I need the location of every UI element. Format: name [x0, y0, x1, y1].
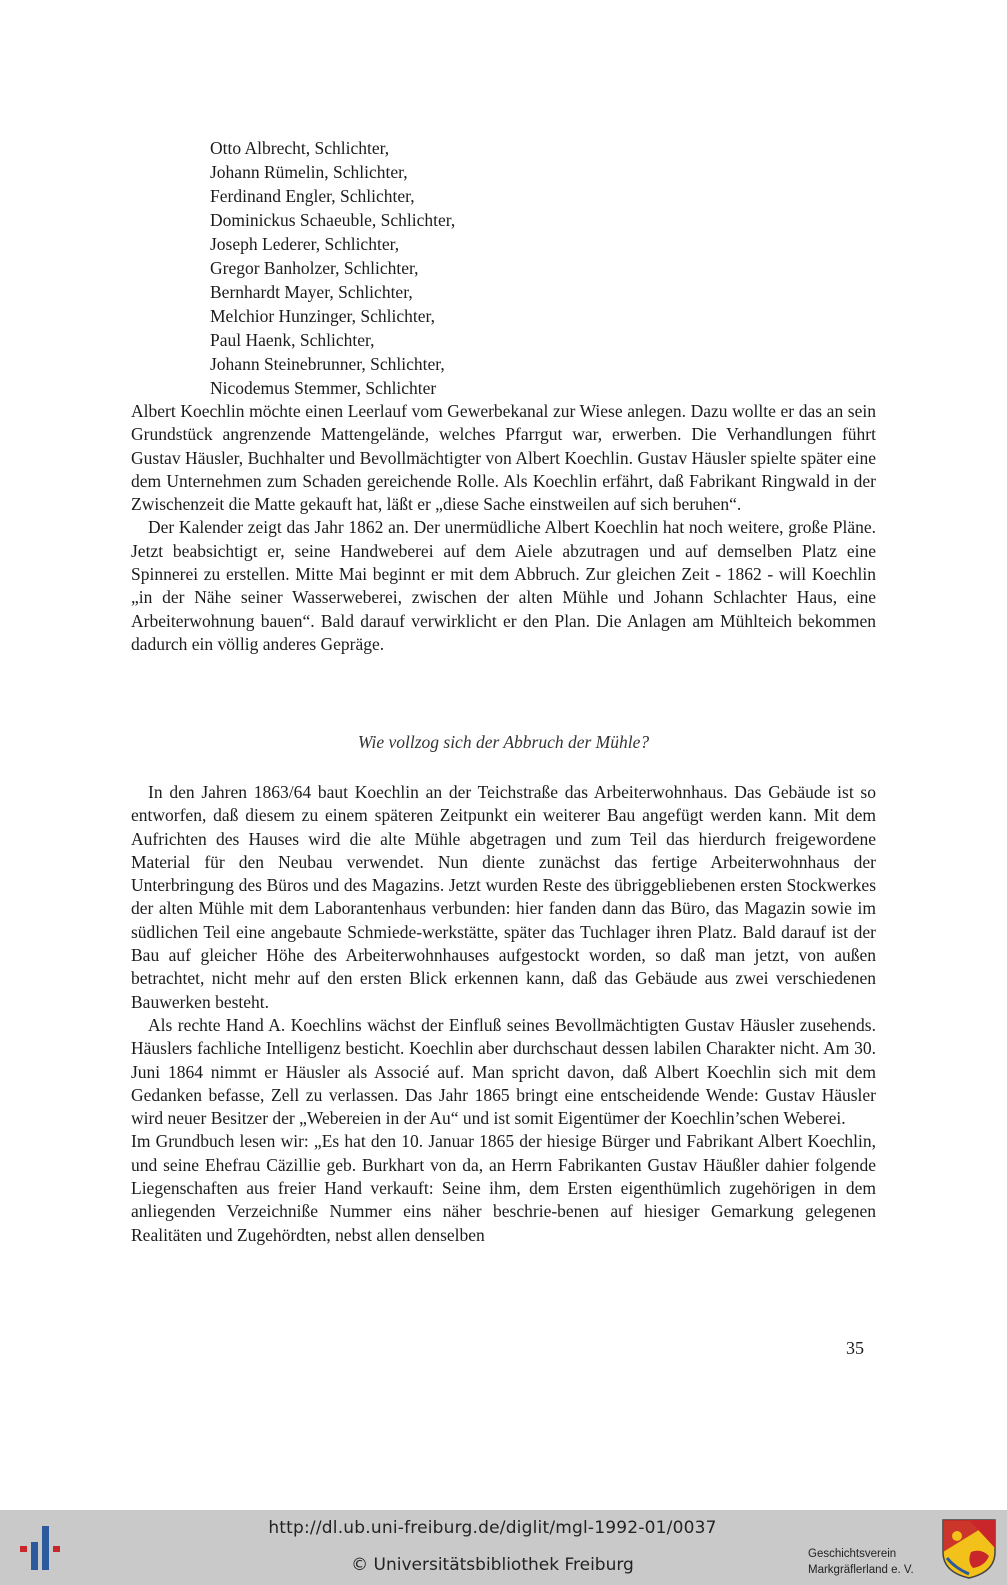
paragraph: Im Grundbuch lesen wir: „Es hat den 10. Januar 1865 der hiesige Bürger und Fabrikant Albert Koechlin, und seine Ehefrau Cäzillie geb. Burkhart von da, an Herrn Fabrikanten Gustav Häußler dahier folgende Liegenschaften aus freier Hand verkauft: Seine ihm, dem Ersten eigenthümlich zugehörigen in dem anliegenden Verzeichniße Nummer eins näher beschrie-benen auf hiesiger Gemarkung gelegenen Realitäten und Zugehördten, nebst allen denselben — [131, 1131, 876, 1245]
name-list-item: Johann Steinebrunner, Schlichter, — [210, 354, 445, 374]
page-number: 35 — [846, 1338, 864, 1358]
footer-bar — [0, 1510, 1007, 1585]
coat-of-arms-icon — [941, 1518, 997, 1580]
name-list-item: Dominickus Schaeuble, Schlichter, — [210, 210, 456, 230]
name-list — [210, 136, 455, 400]
name-list-item: Gregor Banholzer, Schlichter, — [210, 258, 419, 278]
name-list-item: Bernhardt Mayer, Schlichter, — [210, 282, 413, 302]
name-list-item: Melchior Hunzinger, Schlichter, — [210, 306, 436, 326]
paragraph: Als rechte Hand A. Koechlins wächst der Einfluß seines Bevollmächtigten Gustav Häusler zusehends. Häuslers fachliche Intelligenz besticht. Koechlin aber durchschaut dessen labilen Charakter nicht. Am 30. Juni 1864 nimmt er Häusler als Associé auf. Man spricht davon, daß Albert Koechlin sich mit dem Gedanken befasse, Zell zu verlassen. Das Jahr 1865 bringt eine entscheidende Wende: Gustav Häusler wird neuer Besitzer der „Webereien in der Au“ und ist somit Eigentümer der Koechlin’schen Weberei. — [131, 1014, 876, 1129]
paragraph: Albert Koechlin möchte einen Leerlauf vom Gewerbekanal zur Wiese anlegen. Dazu wollte er das an sein Grundstück angrenzende Mattengelände, welches Pfarrgut war, erwerben. Die Verhandlungen führt Gustav Häusler, Buchhalter und Bevollmächtigter von Albert Koechlin. Gustav Häusler spielte später eine dem Unternehmen zum Schaden gereichende Rolle. Als Koechlin erfährt, daß Fabrikant Ringwald in der Zwischenzeit die Matte gekauft hat, läßt er „diese Sache einstweilen auf sich beruhen“. — [131, 401, 876, 515]
copyright-text: © Universitätsbibliothek Freiburg — [351, 1555, 634, 1575]
permalink-url[interactable]: http://dl.ub.uni-freiburg.de/diglit/mgl-1992-01/0037 — [268, 1518, 717, 1538]
society-name-line: Geschichtsverein — [808, 1548, 897, 1560]
name-list-item: Otto Albrecht, Schlichter, — [210, 138, 390, 158]
society-name — [808, 1546, 914, 1578]
name-list-item: Johann Rümelin, Schlichter, — [210, 162, 408, 182]
society-name-line: Markgräflerland e. V. — [808, 1564, 914, 1576]
name-list-item: Joseph Lederer, Schlichter, — [210, 234, 400, 254]
paragraph: Der Kalender zeigt das Jahr 1862 an. Der unermüdliche Albert Koechlin hat noch weitere, große Pläne. Jetzt beabsichtigt er, seine Handweberei auf dem Aiele abzutragen und auf demselben Platz eine Spinnerei zu erstellen. Mitte Mai beginnt er mit dem Abbruch. Zur gleichen Zeit - 1862 - will Koechlin „in der Nähe seiner Wasserweberei, zwischen der alten Mühle und Johann Schlachter Haus, eine Arbeiterwohnung bauen“. Bald darauf verwirklicht er den Plan. Die Anlagen am Mühlteich bekommen dadurch ein völlig anderes Gepräge. — [131, 517, 876, 654]
section-heading: Wie vollzog sich der Abbruch der Mühle? — [357, 732, 650, 752]
name-list-item: Ferdinand Engler, Schlichter, — [210, 186, 415, 206]
body-text-section-2 — [131, 781, 876, 1247]
name-list-item: Paul Haenk, Schlichter, — [210, 330, 375, 350]
paragraph: In den Jahren 1863/64 baut Koechlin an der Teichstraße das Arbeiterwohnhaus. Das Gebäude ist so entworfen, daß diesem zu einem späteren Zeitpunkt ein weiterer Bau angefügt werden kann. Mit dem Aufrichten des Hauses wird die alte Mühle abgetragen und zum Teil das hierdurch freigewordene Material für den Neubau verwendet. Nun diente zunächst das fertige Arbeiterwohnhaus der Unterbringung des Büros und des Magazins. Jetzt wurden Reste des übriggebliebenen ersten Stockwerkes der alten Mühle mit dem Laborantenhaus verbunden: hier fanden dann das Büro, das Magazin sowie im südlichen Teil eine angebaute Schmiede-werkstätte, später das Tuchlager ihren Platz. Bald darauf ist der Bau auf gleicher Höhe des Arbeiterwohnhauses aufgestockt worden, so daß man jetzt, von außen betrachtet, nicht mehr auf den ersten Blick erkennen kann, daß das Gebäude aus zwei verschiedenen Bauwerken besteht. — [131, 782, 876, 1012]
body-text-section-1 — [131, 400, 876, 656]
name-list-item: Nicodemus Stemmer, Schlichter — [210, 378, 437, 398]
